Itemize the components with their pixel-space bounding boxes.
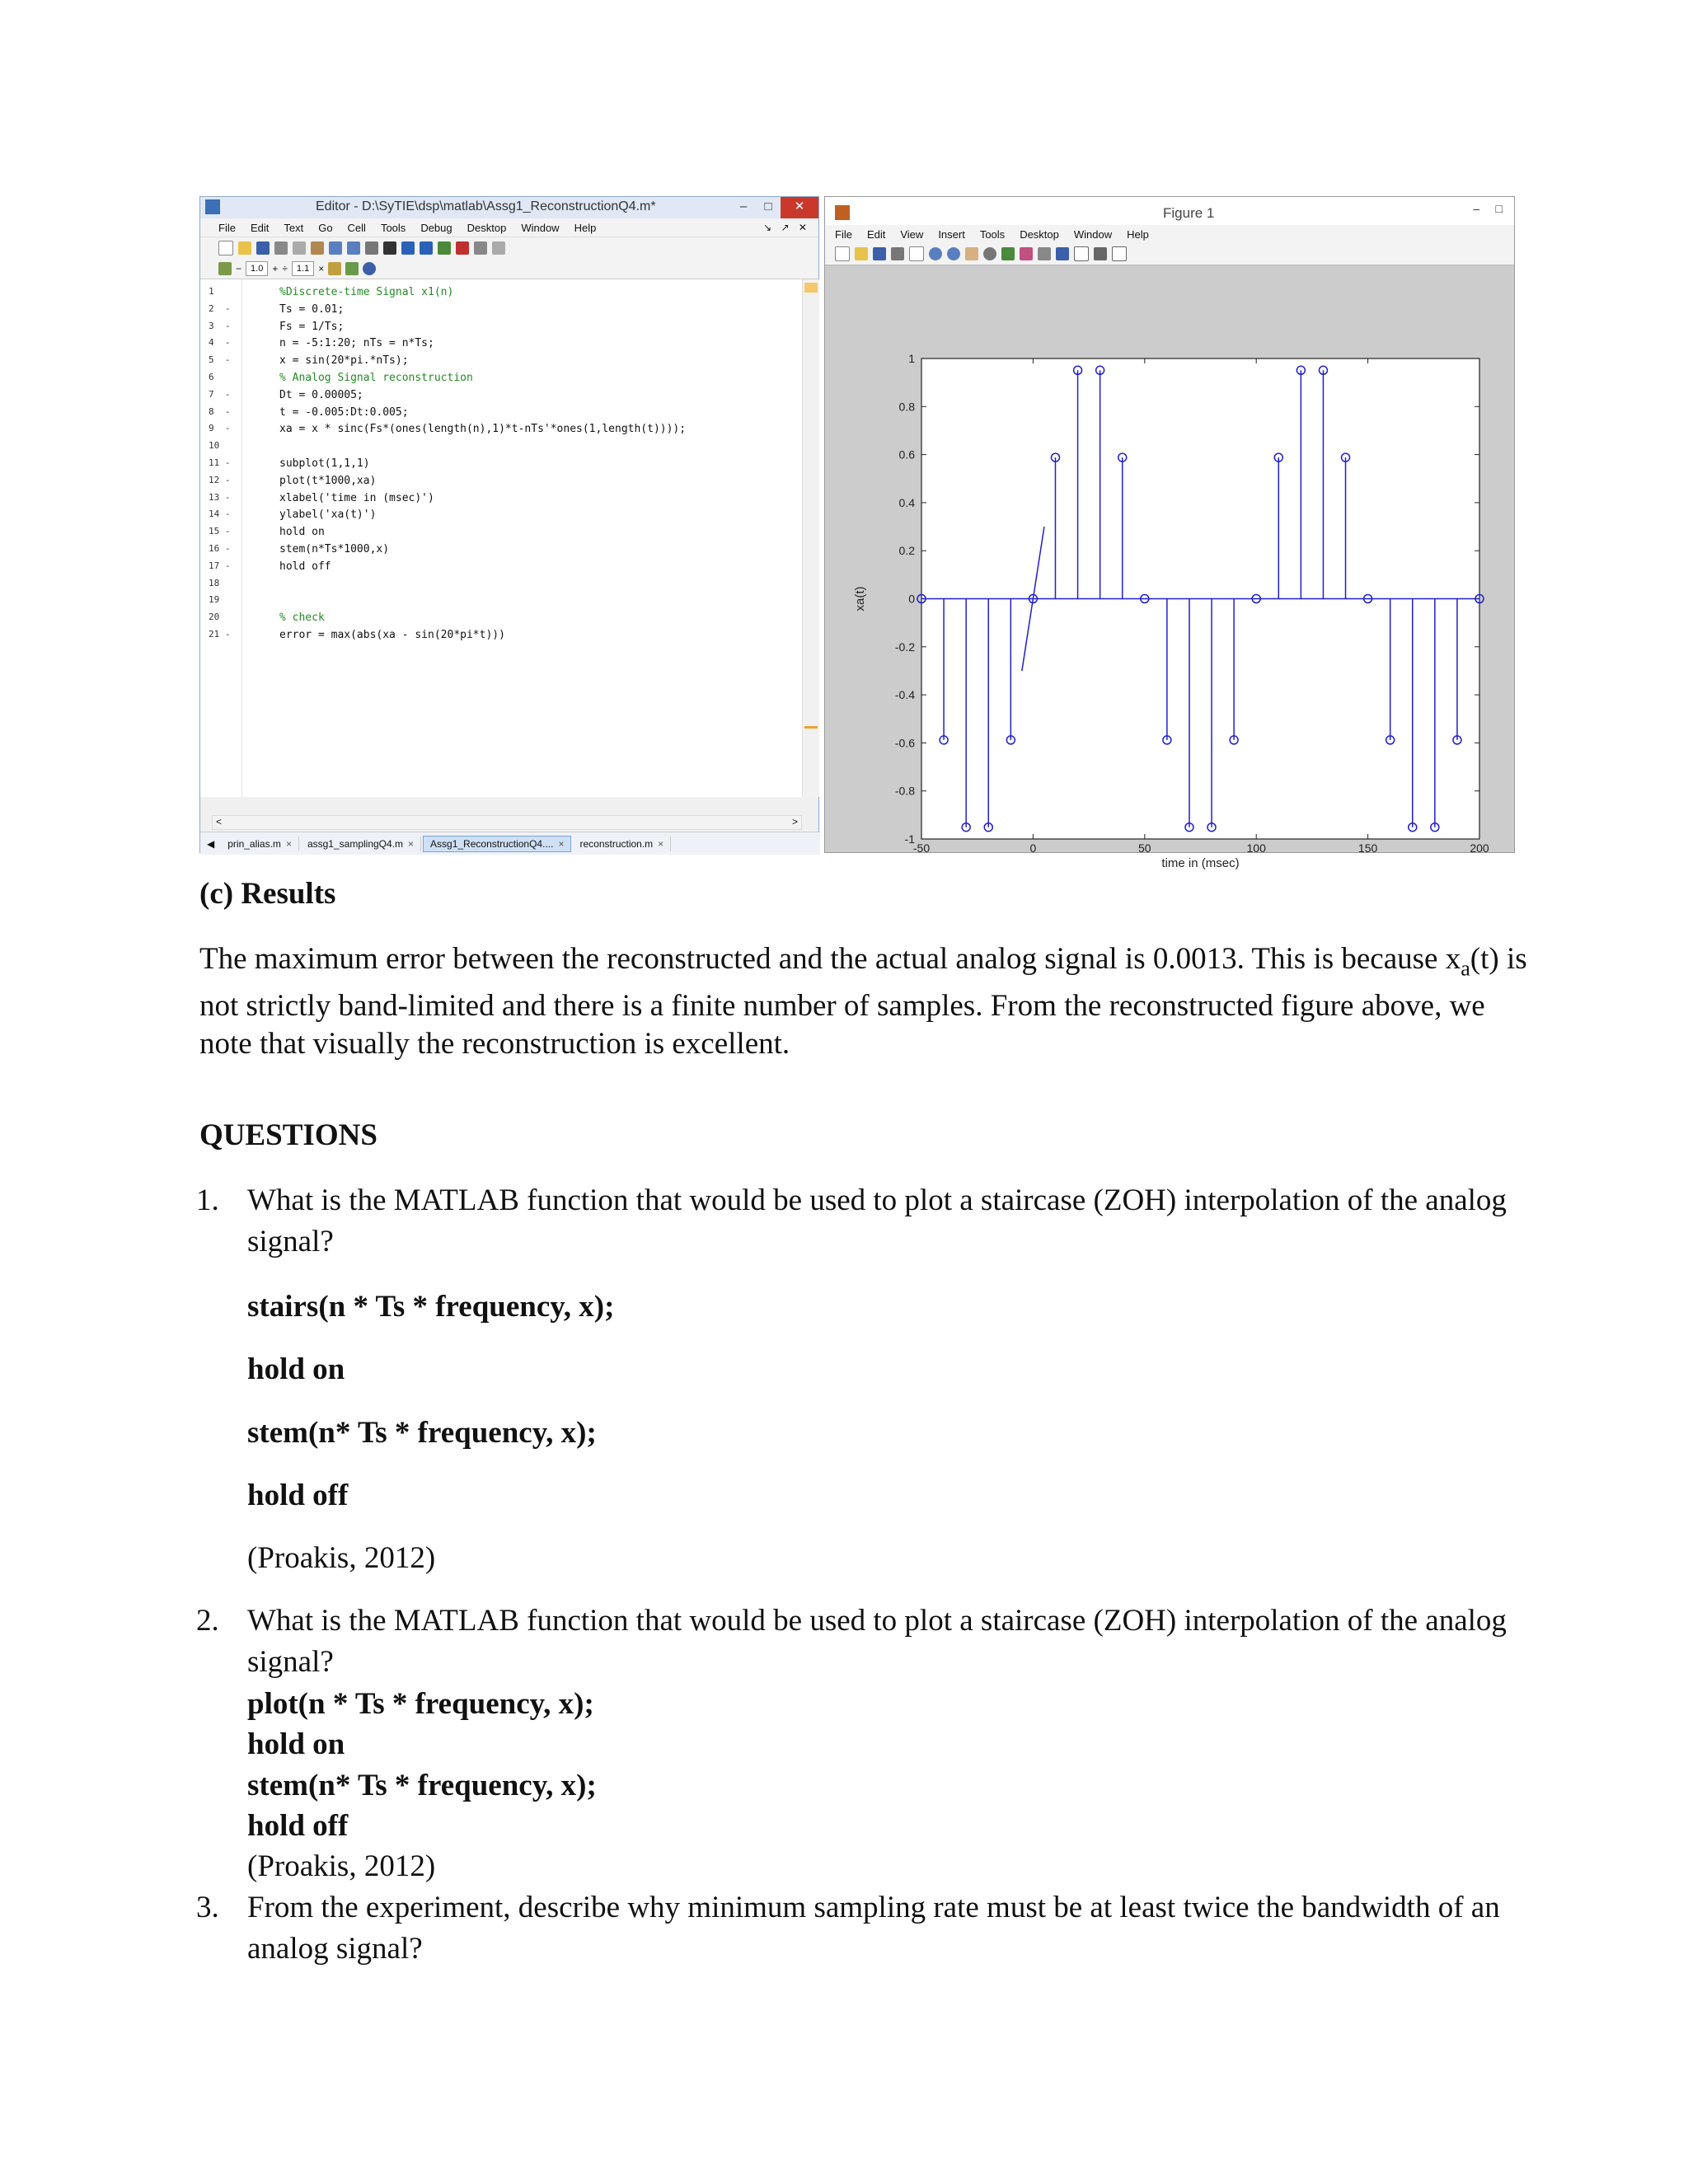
cell-plus-button[interactable]: + [272,263,279,274]
y-tick-label: 1 [908,352,915,365]
close-tab-icon[interactable]: × [285,837,292,850]
code-text: % Analog Signal reconstruction [279,372,473,384]
new-file-icon[interactable] [218,241,233,255]
editor-tab[interactable] [301,837,421,851]
scroll-left-icon[interactable]: < [216,816,223,827]
code-text: plot(t*1000,xa) [279,474,377,487]
q2-reference: (Proakis, 2012) [247,1849,436,1883]
stack-icon[interactable] [492,241,505,255]
line-number: 9 - [209,423,231,434]
y-tick-label: 0.4 [898,495,915,509]
editor-menu-text[interactable]: Text [284,221,304,234]
code-text: ylabel('xa(t)') [279,509,377,522]
code-text: Fs = 1/Ts; [279,320,345,333]
editor-menu-bar [200,218,818,237]
code-text: stem(n*Ts*1000,x) [279,543,390,555]
colorbar-icon[interactable] [1056,247,1069,260]
figure-maximize-button[interactable]: □ [1495,202,1503,215]
line-number: 2 - [209,302,231,314]
cell-value-1[interactable]: 1.0 [246,261,268,276]
line-number: 4 - [209,337,231,349]
cell-times-button[interactable]: × [318,263,325,274]
line-number: 17 - [209,560,231,571]
scroll-right-icon[interactable]: > [791,816,798,827]
editor-tab-label: Assg1_ReconstructionQ4.... [430,837,554,850]
code-line[interactable] [200,543,802,560]
forward-arrow-icon[interactable] [420,241,433,255]
editor-tab[interactable] [423,836,571,852]
code-line[interactable] [200,560,802,577]
line-number: 7 - [209,388,231,400]
question-1-number: 1. [196,1183,219,1217]
figure-menu-view[interactable]: View [900,227,924,241]
question-3-text: From the experiment, describe why minimum sampling rate must be at least twice the bandwidth of an analog signal? [247,1891,1500,1966]
code-line[interactable] [200,457,802,474]
cell-toolbar [200,259,818,279]
figure-toolbar [825,243,1514,265]
q2-answer-line-3: stem(n* Ts * frequency, x); [247,1769,597,1802]
x-tick-label: 0 [1029,841,1037,855]
question-1-text: What is the MATLAB function that would be used to plot a staircase (ZOH) interpolation of the analog signal? [247,1183,1507,1258]
line-number: 10 [209,440,220,452]
y-tick-label: -0.6 [894,736,915,750]
code-text: n = -5:1:20; nTs = n*Ts; [279,337,434,350]
cut-icon[interactable] [274,241,288,255]
cell-advance-icon[interactable] [345,262,359,275]
code-line[interactable] [200,321,802,337]
q1-answer-line-3: stem(n* Ts * frequency, x); [247,1416,597,1450]
minimize-button[interactable]: – [739,199,748,213]
code-line[interactable] [200,526,802,542]
link-icon[interactable] [1038,247,1051,260]
zoom-in-icon[interactable] [929,247,942,260]
code-line[interactable] [200,440,802,457]
x-axis-label: time in (msec) [1161,856,1240,870]
open-folder-icon[interactable] [238,241,251,255]
code-text: t = -0.005:Dt:0.005; [279,405,409,419]
debug-step-icon[interactable] [474,241,487,255]
code-line[interactable] [200,475,802,491]
cell-icon[interactable] [218,262,232,275]
pointer-icon[interactable] [909,246,924,261]
line-number: 13 - [209,491,231,503]
figure-title-bar [825,197,1514,225]
editor-menu-help[interactable]: Help [574,221,597,234]
cell-value-2[interactable]: 1.1 [292,261,314,276]
questions-heading: QUESTIONS [199,1118,377,1152]
figure-menu-file[interactable]: File [835,227,852,241]
code-line[interactable] [200,389,802,405]
editor-tab[interactable] [221,837,299,851]
cell-run-icon[interactable] [328,262,341,275]
close-tab-icon[interactable]: × [408,837,415,850]
close-tab-icon[interactable]: × [558,837,565,850]
close-tab-icon[interactable]: × [658,837,664,850]
code-text: xa = x * sinc(Fs*(ones(length(n),1)*t-nTs'*ones(1,length(t)))); [279,423,687,436]
line-number: 1 [209,286,214,297]
line-number: 18 [209,577,220,588]
q1-answer-line-1: stairs(n * Ts * frequency, x); [247,1290,615,1324]
y-tick-label: -0.8 [894,784,915,798]
question-2-text: What is the MATLAB function that would be used to plot a staircase (ZOH) interpolation of the analog signal? [247,1604,1507,1679]
figure-menu-help[interactable]: Help [1127,227,1149,241]
code-line[interactable] [200,372,802,388]
editor-title-bar [200,197,818,218]
open-icon[interactable] [855,247,868,260]
analysis-indicator [804,283,818,293]
matlab-editor-window [199,196,819,853]
code-text: hold on [279,526,325,539]
figure-menu-desktop[interactable]: Desktop [1020,227,1059,241]
y-tick-label: 0.8 [898,400,915,414]
close-button[interactable]: ✕ [781,197,818,218]
code-text: Dt = 0.00005; [279,388,363,401]
results-text-1: The maximum error between the reconstructed and the actual analog signal is 0.0013. This is because x [199,942,1461,976]
breakpoint-icon[interactable] [456,241,469,255]
figure-menu-window[interactable]: Window [1073,227,1113,241]
editor-menu-cell[interactable]: Cell [347,221,366,234]
figure-minimize-button[interactable]: – [1473,202,1479,215]
brush-icon[interactable] [1020,247,1033,260]
code-line[interactable] [200,423,802,439]
question-2 [196,1601,1541,1683]
figure-window [824,196,1515,870]
question-3-number: 3. [196,1891,219,1924]
editor-menu-go[interactable]: Go [318,221,333,234]
stem-chart[interactable] [825,266,1514,870]
y-tick-label: -1 [904,832,915,846]
paste-icon[interactable] [311,241,324,255]
redo-icon[interactable] [347,241,360,255]
results-text-2: (t) is not strictly band-limited and there is a finite number of samples. From the reconstructed figure above, we note that visually the reconstruction is excellent. [199,942,1527,1062]
back-arrow-icon[interactable] [401,241,415,255]
line-number: 11 - [209,457,231,468]
editor-menu-edit[interactable]: Edit [250,221,270,234]
code-line[interactable] [200,629,802,645]
x-tick-label: 150 [1357,841,1378,855]
code-line[interactable] [200,578,802,594]
maximize-button[interactable]: □ [764,199,772,213]
results-heading: (c) Results [199,877,336,911]
figure-menu-bar [825,225,1514,243]
save-figure-icon[interactable] [873,247,886,260]
y-tick-label: 0.6 [898,448,915,462]
code-line[interactable] [200,509,802,525]
screenshot-composite [199,196,1515,870]
q1-answer-line-2: hold on [247,1352,345,1386]
figure-icon [835,205,850,220]
save-icon[interactable] [256,241,270,255]
line-number: 20 [209,612,220,623]
x-tick-label: 50 [1138,841,1151,855]
hide-plot-tools-icon[interactable] [1094,247,1107,260]
line-number: 8 - [209,405,231,417]
editor-menu-file[interactable]: File [218,221,236,234]
editor-tab-label: reconstruction.m [579,837,654,850]
code-text: % check [279,612,325,625]
line-number: 16 - [209,543,231,554]
q1-reference: (Proakis, 2012) [247,1541,436,1575]
horizontal-scrollbar[interactable] [212,815,802,830]
line-number: 3 - [209,320,231,331]
x-tick-label: 100 [1246,841,1266,855]
figure-menu-tools[interactable]: Tools [979,227,1006,241]
code-line[interactable] [200,354,802,371]
code-text: %Discrete-time Signal x1(n) [279,286,454,298]
y-tick-label: 0 [908,592,915,606]
editor-menu-controls[interactable]: ↘ ↗ ✕ [763,222,810,233]
editor-menu-window[interactable]: Window [521,221,560,234]
line-number: 14 - [209,509,231,520]
y-axis-label: xa(t) [853,586,867,612]
find-icon[interactable] [383,241,396,255]
code-text: subplot(1,1,1) [279,457,370,470]
editor-tab[interactable] [573,837,671,851]
y-tick-label: -0.4 [894,688,915,702]
q1-answer-line-4: hold off [247,1479,349,1512]
code-text: hold off [279,560,331,573]
line-number: 15 - [209,526,231,537]
new-figure-icon[interactable] [835,246,850,261]
code-text: x = sin(20*pi.*nTs); [279,354,409,368]
line-number: 6 [209,372,214,382]
line-number: 21 - [209,629,231,640]
editor-menu-desktop[interactable]: Desktop [467,221,507,234]
editor-tab-label: assg1_samplingQ4.m [307,837,404,850]
rotate-icon[interactable] [983,247,996,260]
q2-answer-line-4: hold off [247,1809,349,1843]
question-2-number: 2. [196,1604,219,1638]
pan-icon[interactable] [965,247,978,260]
q2-answer-line-1: plot(n * Ts * frequency, x); [247,1687,594,1721]
x-tick-label: 200 [1470,841,1489,855]
editor-title: Editor - D:\SyTIE\dsp\matlab\Assg1_ReconstructionQ4.m* [316,199,656,213]
cell-minus-button[interactable]: − [236,263,242,274]
code-line[interactable] [200,612,802,628]
legend-icon[interactable] [1074,246,1089,261]
y-tick-label: -0.2 [894,640,915,654]
results-paragraph [199,940,1535,1063]
y-tick-label: 0.2 [898,544,915,558]
code-line[interactable] [200,594,802,611]
zoom-out-icon[interactable] [947,247,960,260]
copy-icon[interactable] [293,241,306,255]
code-text: xlabel('time in (msec)') [279,491,434,504]
print-icon[interactable] [365,241,378,255]
editor-menu-debug[interactable]: Debug [420,221,452,234]
figure-title: Figure 1 [1163,205,1215,221]
code-line[interactable] [200,303,802,320]
print-figure-icon[interactable] [891,247,904,260]
editor-menu-tools[interactable]: Tools [380,221,406,234]
help-icon[interactable] [363,262,376,275]
editor-tab-label: prin_alias.m [227,837,281,850]
code-text: error = max(abs(xa - sin(20*pi*t))) [279,629,505,641]
line-number: 5 - [209,354,231,366]
code-line[interactable] [200,406,802,423]
vertical-scrollbar[interactable] [802,279,819,797]
question-3 [196,1887,1541,1970]
editor-toolbar [200,237,818,259]
results-subscript: a [1461,956,1470,981]
data-cursor-icon[interactable] [1001,247,1015,260]
code-line[interactable] [200,337,802,354]
figure-menu-edit[interactable]: Edit [866,227,886,241]
run-icon[interactable] [438,241,451,255]
x-tick-label: -50 [912,841,931,855]
code-line[interactable] [200,286,802,302]
question-1 [196,1180,1541,1263]
code-editor[interactable] [200,279,802,797]
code-line[interactable] [200,492,802,509]
editor-tab-bar [200,832,820,855]
cell-divide-button[interactable]: ÷ [282,263,288,274]
matlab-icon [205,199,220,214]
undo-icon[interactable] [329,241,342,255]
show-plot-tools-icon[interactable] [1112,246,1127,261]
code-text: Ts = 0.01; [279,302,345,316]
figure-menu-insert[interactable]: Insert [938,227,965,241]
tab-scroll-left-icon[interactable]: ◀ [207,837,215,850]
line-number: 19 [209,594,220,606]
q2-answer-line-2: hold on [247,1727,345,1761]
line-number: 12 - [209,474,231,485]
warning-marker[interactable] [804,726,818,729]
